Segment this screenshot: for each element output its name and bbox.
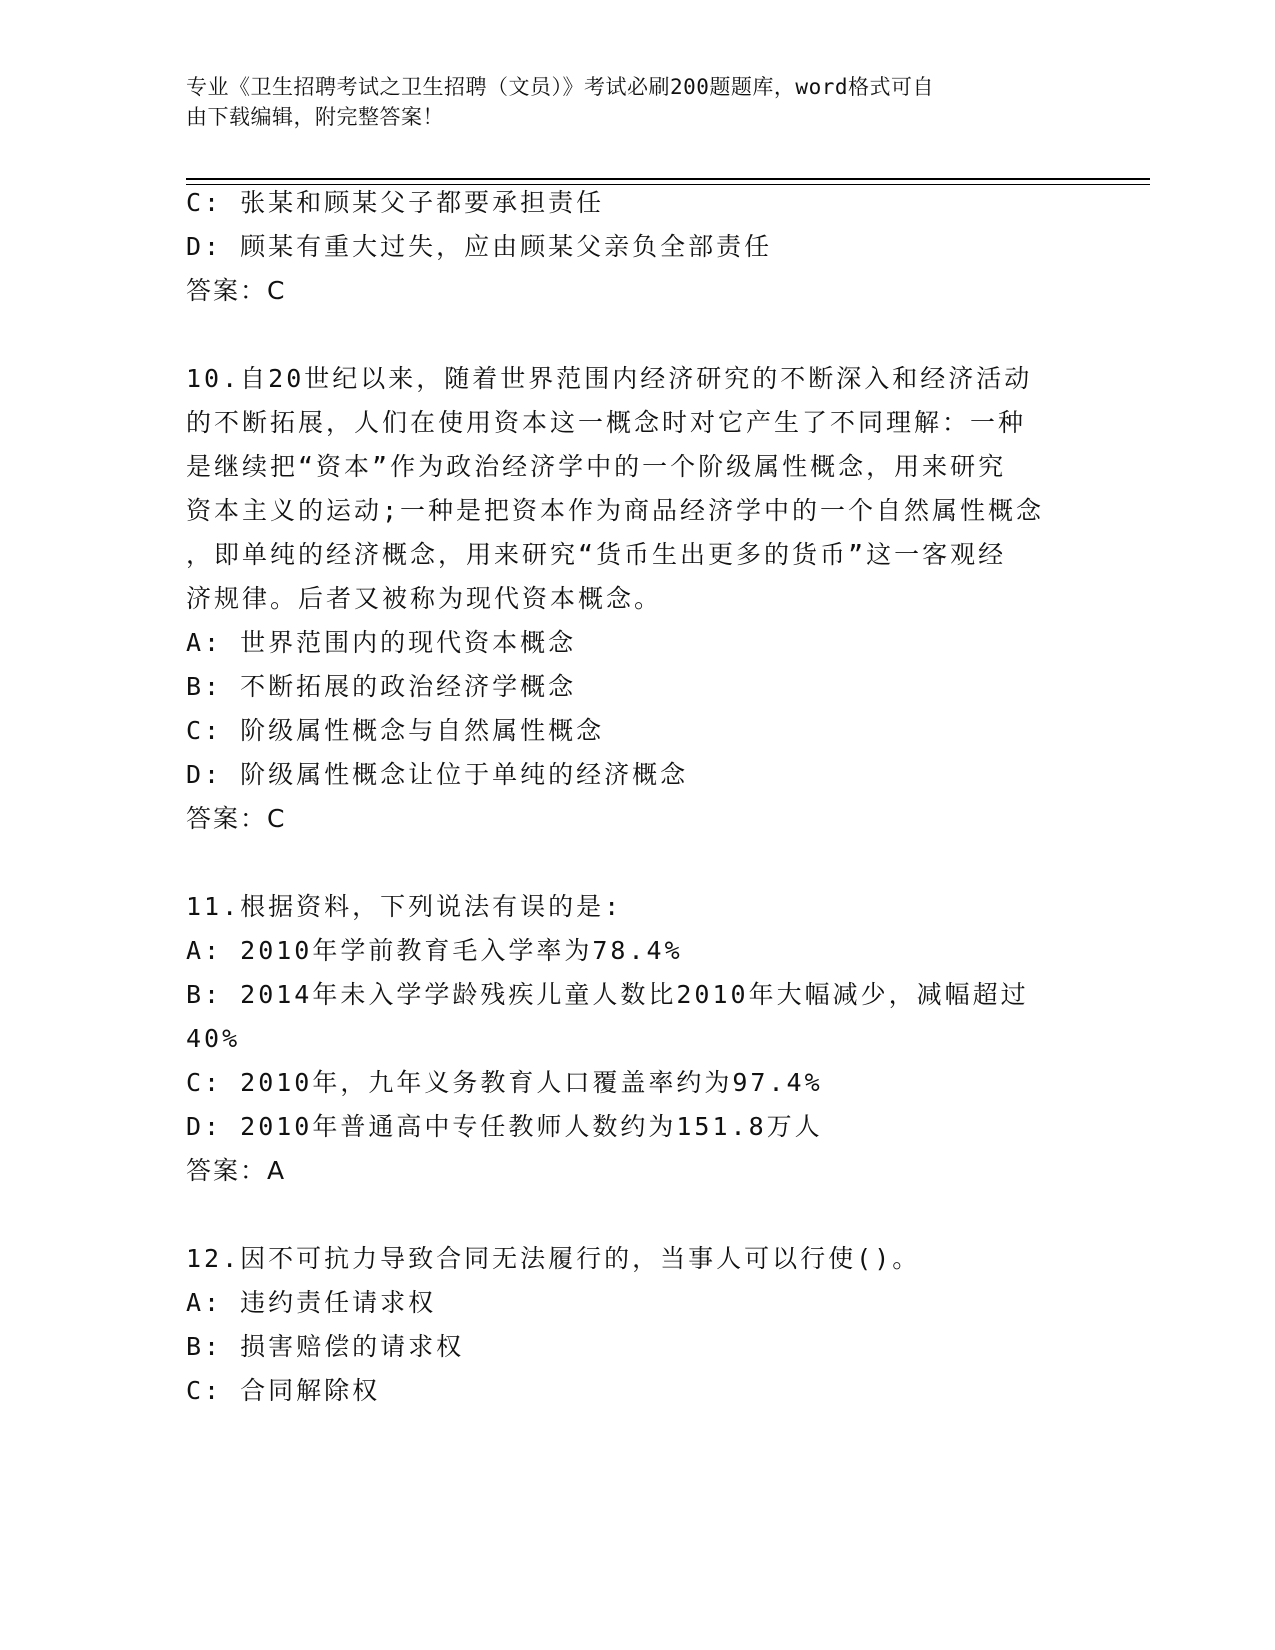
- q10-option-b: B: 不断拓展的政治经济学概念: [186, 672, 577, 701]
- q12-option-b: B: 损害赔偿的请求权: [186, 1332, 465, 1361]
- q10-stem-line-4: 资本主义的运动;一种是把资本作为商品经济学中的一个自然属性概念: [186, 496, 1045, 525]
- q11-option-c: C: 2010年，九年义务教育人口覆盖率约为97.4%: [186, 1068, 823, 1097]
- q10-option-a: A: 世界范围内的现代资本概念: [186, 628, 577, 657]
- q10-stem-line-1: 10.自20世纪以来，随着世界范围内经济研究的不断深入和经济活动: [186, 364, 1033, 393]
- q11-stem: 11.根据资料，下列说法有误的是:: [186, 892, 623, 921]
- q12-option-a: A: 违约责任请求权: [186, 1288, 437, 1317]
- q10-option-d: D: 阶级属性概念让位于单纯的经济概念: [186, 760, 689, 789]
- header-title-line-2: 由下载编辑，附完整答案！: [186, 105, 444, 129]
- q9-option-c: C: 张某和顾某父子都要承担责任: [186, 188, 605, 217]
- header-divider-thin: [186, 184, 1150, 185]
- q10-stem-line-3: 是继续把“资本”作为政治经济学中的一个阶级属性概念，用来研究: [186, 452, 1007, 481]
- q11-option-a: A: 2010年学前教育毛入学率为78.4%: [186, 936, 683, 965]
- q12-option-c: C: 合同解除权: [186, 1376, 381, 1405]
- header-divider-thick: [186, 178, 1150, 180]
- q10-stem-line-6: 济规律。后者又被称为现代资本概念。: [186, 584, 663, 613]
- q10-answer: 答案：C: [186, 804, 287, 833]
- q11-option-b-line-2: 40%: [186, 1024, 241, 1053]
- q12-stem: 12.因不可抗力导致合同无法履行的，当事人可以行使()。: [186, 1244, 921, 1273]
- q10-option-c: C: 阶级属性概念与自然属性概念: [186, 716, 605, 745]
- q10-stem-line-2: 的不断拓展，人们在使用资本这一概念时对它产生了不同理解：一种: [186, 408, 1027, 437]
- q11-answer: 答案：A: [186, 1156, 287, 1185]
- q9-answer: 答案：C: [186, 276, 287, 305]
- q9-option-d: D: 顾某有重大过失，应由顾某父亲负全部责任: [186, 232, 773, 261]
- q10-stem-line-5: ，即单纯的经济概念，用来研究“货币生出更多的货币”这一客观经: [186, 540, 1007, 569]
- page-header: [186, 72, 1066, 132]
- q11-option-d: D: 2010年普通高中专任教师人数约为151.8万人: [186, 1112, 823, 1141]
- header-title-line-1: 专业《卫生招聘考试之卫生招聘（文员）》考试必刷200题题库，word格式可自: [186, 75, 934, 99]
- q11-option-b-line-1: B: 2014年未入学学龄残疾儿童人数比2010年大幅减少，减幅超过: [186, 980, 1029, 1009]
